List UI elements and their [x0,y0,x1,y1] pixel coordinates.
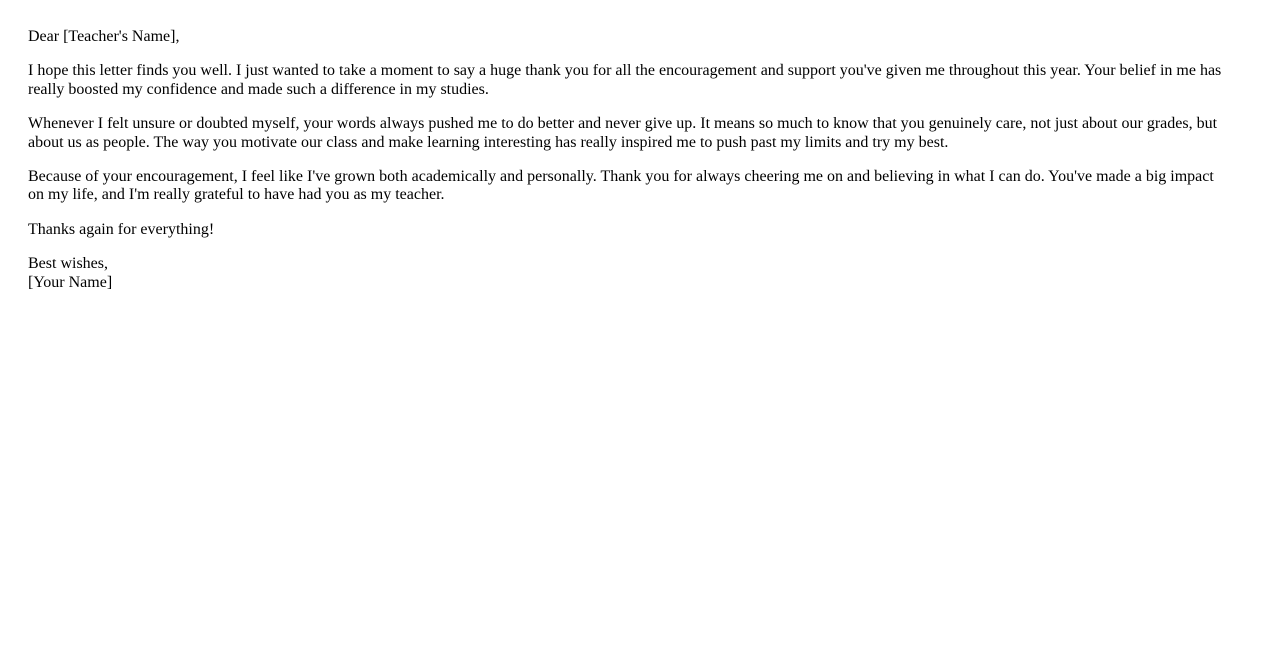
letter-closing-thanks: Thanks again for everything! [28,220,215,238]
letter-salutation: Dear [Teacher's Name], [28,28,180,45]
letter-signoff-block [28,255,1222,292]
letter-paragraph-2: Whenever I felt unsure or doubted myself, your words always pushed me to do better and never give up. It means so much to know that you genuinely care, not just about our grades, but about us as people. The way you motivate our class and make learning interesting has really inspired me to push past my limits and try my best. [28,115,1218,151]
letter-signoff: Best wishes, [28,255,108,273]
letter-signature: [Your Name] [28,273,113,291]
letter-body [0,0,1250,292]
letter-paragraph-3: Because of your encouragement, I feel like I've grown both academically and personally. Thank you for always cheering me on and believing in what I can do. You've made a big impact on my life, and I'm really grateful to have had you as my teacher. [28,167,1214,204]
letter-paragraph-1: I hope this letter finds you well. I just wanted to take a moment to say a huge thank you for all the encouragement and support you've given me throughout this year. Your belief in me has really boosted my confidence and made such a difference in my studies. [28,62,1222,98]
